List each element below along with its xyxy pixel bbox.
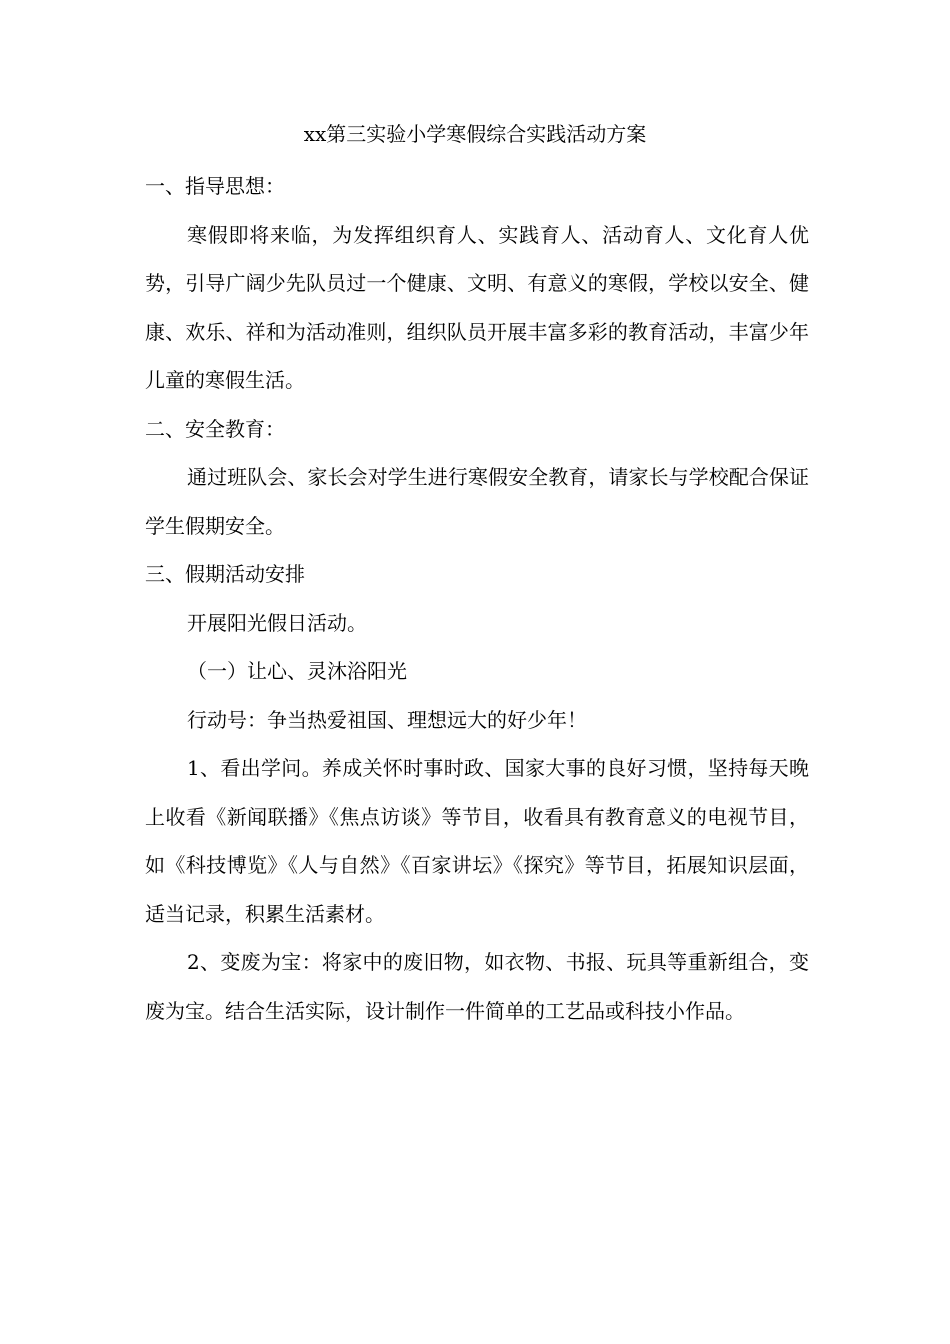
paragraph-slogan: 行动号：争当热爱祖国、理想远大的好少年！ bbox=[187, 707, 587, 732]
section-heading-holiday-activities: 三、假期活动安排 bbox=[145, 562, 305, 586]
list-item-recycle: 2、变废为宝：将家中的废旧物，如衣物、书报、玩具等重新组合，变废为宝。结合生活实际，设计制作一件简单的工艺品或科技小作品。 bbox=[145, 950, 809, 1023]
paragraph-activity-intro: 开展阳光假日活动。 bbox=[187, 610, 367, 635]
document-title: xx第三实验小学寒假综合实践活动方案 bbox=[303, 122, 647, 146]
subsection-heading-sunshine: （一）让心、灵沐浴阳光 bbox=[187, 659, 407, 683]
section-heading-guiding-thought: 一、指导思想： bbox=[145, 174, 285, 198]
section-heading-safety-education: 二、安全教育： bbox=[145, 416, 285, 441]
document-body bbox=[145, 162, 809, 1035]
paragraph-guiding-thought: 寒假即将来临，为发挥组织育人、实践育人、活动育人、文化育人优势，引导广阔少先队员过一个健康、文明、有意义的寒假，学校以安全、健康、欢乐、祥和为活动准则，组织队员开展丰富多彩的教育活动，丰富少年儿童的寒假生活。 bbox=[145, 222, 809, 392]
list-item-watch-and-learn: 1、看出学问。养成关怀时事时政、国家大事的良好习惯，坚持每天晚上收看《新闻联播》《焦点访谈》等节目，收看具有教育意义的电视节目，如《科技博览》《人与自然》《百家讲坛》《探究》等节目，拓展知识层面，适当记录，积累生活素材。 bbox=[145, 756, 809, 926]
paragraph-safety-education: 通过班队会、家长会对学生进行寒假安全教育，请家长与学校配合保证学生假期安全。 bbox=[145, 465, 809, 538]
